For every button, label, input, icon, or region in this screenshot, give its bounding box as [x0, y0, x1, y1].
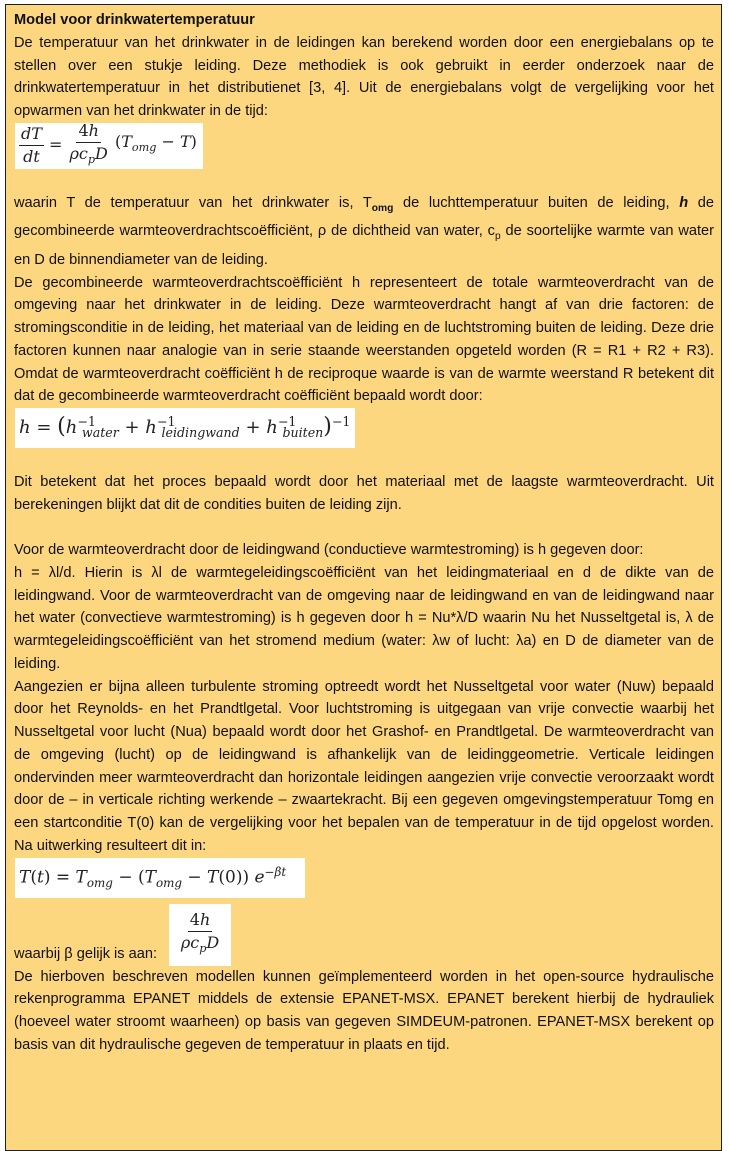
- equation-T-t: $T(t) = T_{omg} - (T_{omg} - T(0))$ $e^{-\beta t}$: [15, 858, 305, 898]
- section-title: Model voor drinkwatertemperatuur: [14, 12, 255, 28]
- equation-beta: $\frac{4h}{\rho c_pD}$: [169, 904, 231, 966]
- paragraph-intro: De temperatuur van het drinkwater in de leidingen kan berekend worden door een energiebalans op te stellen over een stukje leiding. Deze methodiek is ook gebruikt in eerder onderzoek naar de drinkwatertemperatuur in het distributienet [3, 4]. Uit de energiebalans volgt de vergelijking voor het opwarmen van het drinkwater in de tijd:: [14, 34, 714, 119]
- equation-h-combined: $h = (h^{-1}_{water} + h^{-1}_{leidingwand} + h^{-1}_{buiten})^{-1}$: [15, 408, 355, 448]
- paragraph-nusselt: Aangezien er bijna alleen turbulente stroming optreedt wordt het Nusseltgetal voor water (Nuw) bepaald door het Reynolds- en het Prandtlgetal. Voor luchtstroming is uitgegaan van vrije convectie waarbij het Nusseltgetal voor lucht (Nua) bepaald wordt door het Grashof- en Prandtlgetal. De warmteoverdracht van de omgeving (lucht) op de leidingwand is afhankelijk van de leidinggeometrie. Verticale leidingen ondervinden meer warmteoverdracht dan horizontale leidingen aangezien vrije convectie veroorzaakt wordt door de – in verticale richting werkende – zwaartekracht. Bij een gegeven omgevingstemperatuur Tomg en een startconditie T(0) kan de vergelijking voor het bepalen van de temperatuur in de tijd opgelost worden. Na uitwerking resulteert dit in:: [14, 678, 714, 854]
- paragraph-epanet: De hierboven beschreven modellen kunnen geïmplementeerd worden in het open-source hydraulische rekenprogramma EPANET middels de extensie EPANET-MSX. EPANET berekent hierbij de hydrauliek (hoeveel water stroomt waarheen) op basis van gegeven SIMDEUM-patronen. EPANET-MSX berekent op basis van dit hydraulische gegeven de temperatuur in plaats en tijd.: [14, 968, 714, 1053]
- beta-label: waarbij β gelijk is aan:: [14, 945, 158, 962]
- paragraph-lowest-transfer: Dit betekent dat het proces bepaald wordt door het materiaal met de laagste warmteoverdracht. Uit berekeningen blijkt dat dit de condities buiten de leiding zijn.: [14, 473, 714, 513]
- document-box: [5, 4, 722, 1151]
- equation-dTdt: $\frac{dT}{dt}$ = $\frac{4h}{\rho c_pD}$ $(T_{omg} - T)$: [15, 123, 203, 169]
- beta-row: [14, 902, 714, 966]
- paragraph-conductive: h = λl/d. Hierin is λl de warmtegeleidingscoëfficiënt van het leidingmateriaal en d de dikte van de leidingwand. Voor de warmteoverdracht van de omgeving naar de leidingwand en van de leidingwand naar het water (convectieve warmtestroming) is h gegeven door h = Nu*λ/D waarin Nu het Nusseltgetal is, λ de warmtegeleidingscoëfficiënt van het stromend medium (water: λw of lucht: λa) en D de diameter van de leiding.: [14, 564, 714, 672]
- paragraph-combined-coefficient: De gecombineerde warmteoverdrachtscoëfficiënt h representeert de totale warmteoverdracht van de omgeving naar het drinkwater in de leiding. Deze warmteoverdracht hangt af van drie factoren: de stromingsconditie in de leiding, het materiaal van de leiding en de luchtstroming buiten de leiding. Deze drie factoren kunnen naar analogie van in serie staande weerstanden opgeteld worden (R = R1 + R2 + R3). Omdat de warmteoverdracht coëfficiënt h de reciproque waarde is van de warmte weerstand R betekent dit dat de gecombineerde warmteoverdracht coëfficiënt bepaald wordt door:: [14, 274, 714, 405]
- paragraph-definitions: waarin T de temperatuur van het drinkwater is, $T_{omg}$ de luchttemperatuur buiten de leiding, h de gecombineerde warmteoverdrachtscoëfficiënt, ρ de dichtheid van water, $c_p$ de soortelijke warmte van water en D de binnendiameter van de leiding.: [14, 194, 714, 268]
- paragraph-conductive-line: Voor de warmteoverdracht door de leidingwand (conductieve warmtestroming) is h gegeven door:: [14, 542, 644, 559]
